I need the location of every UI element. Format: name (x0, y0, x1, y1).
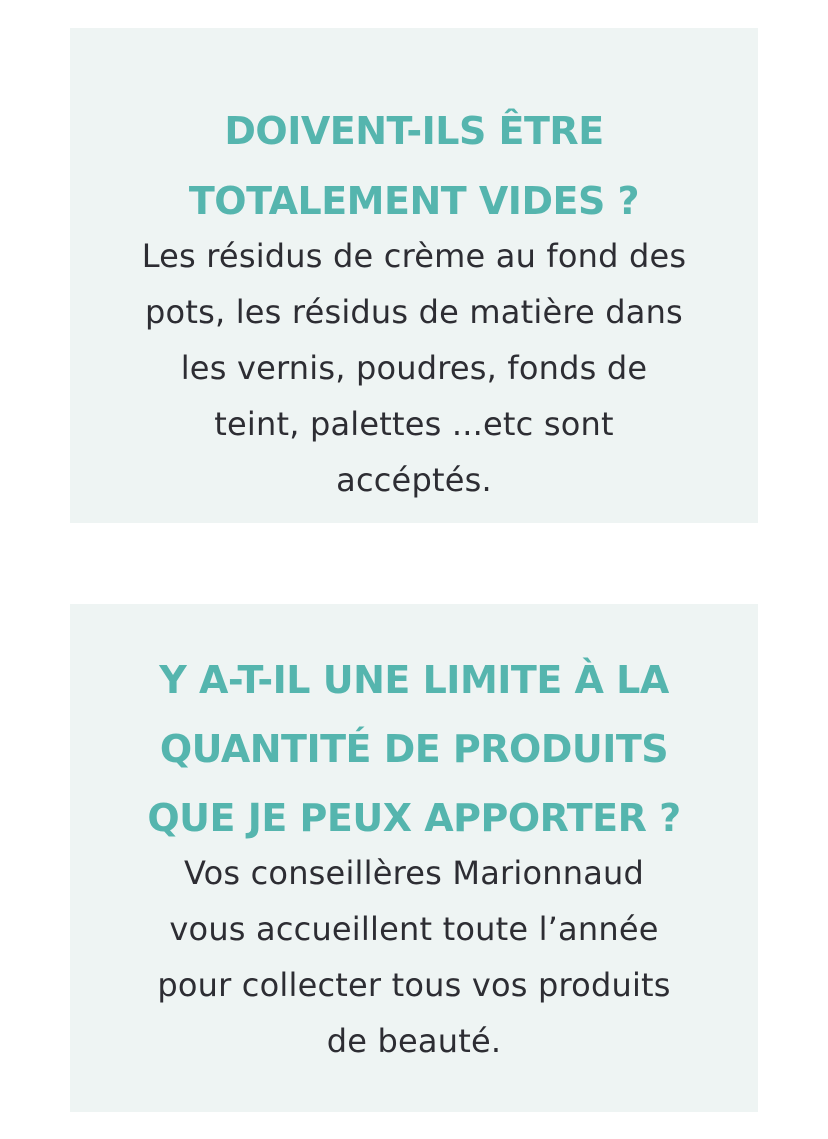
answer-line: de beauté. (326, 1022, 502, 1060)
faq-answer-text (100, 845, 728, 1069)
answer-line: accéptés. (336, 461, 492, 499)
answer-line: les vernis, poudres, fonds de (180, 349, 648, 387)
faq-answer-text (110, 228, 718, 508)
answer-line: pour collecter tous vos produits (157, 966, 671, 1004)
answer-line: pots, les résidus de matière dans (145, 293, 683, 331)
answer-line: teint, palettes ...etc sont (214, 405, 614, 443)
question-line: TOTALEMENT VIDES ? (188, 179, 640, 223)
faq-card-quantity-limit (70, 604, 758, 1112)
question-line: DOIVENT-ILS ÊTRE (224, 109, 604, 153)
answer-line: vous accueillent toute l’année (169, 910, 659, 948)
question-line: Y A-T-IL UNE LIMITE À LA (159, 658, 669, 702)
faq-card-empty-containers (70, 28, 758, 523)
question-line: QUANTITÉ DE PRODUITS (159, 727, 669, 771)
answer-line: Les résidus de crème au fond des (141, 237, 687, 275)
faq-question-title (100, 646, 728, 853)
question-line: QUE JE PEUX APPORTER ? (147, 796, 681, 840)
faq-question-title (110, 96, 718, 236)
answer-line: Vos conseillères Marionnaud (184, 854, 644, 892)
